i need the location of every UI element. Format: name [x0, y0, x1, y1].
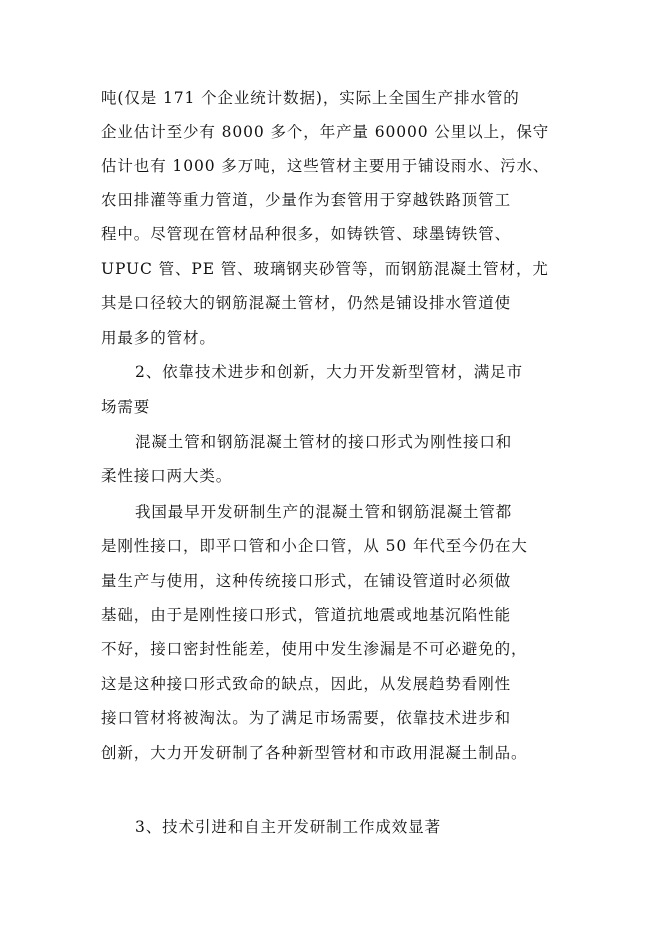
paragraph-3-line-5: 不好，接口密封性能差，使用中发生渗漏是不可必避免的， — [101, 640, 528, 658]
section-3-heading: 3、技术引进和自主开发研制工作成效显著 — [135, 818, 441, 836]
paragraph-1-line-3: 估计也有 1000 多万吨，这些管材主要用于铺设雨水、污水、 — [101, 157, 550, 175]
paragraph-1-line-7: 其是口径较大的钢筋混凝土管材，仍然是铺设排水管道使 — [101, 294, 512, 312]
paragraph-3-line-4: 基础，由于是刚性接口形式，管道抗地震或地基沉陷性能 — [101, 606, 512, 624]
section-2-heading-line-2: 场需要 — [101, 398, 151, 416]
paragraph-2-line-1: 混凝土管和钢筋混凝土管材的接口形式为刚性接口和 — [135, 433, 513, 451]
section-2-heading-line-1: 2、依靠技术进步和创新，大力开发新型管材，满足市 — [135, 363, 523, 381]
paragraph-1-line-4: 农田排灌等重力管道，少量作为套管用于穿越铁路顶管工 — [101, 191, 512, 209]
paragraph-1-line-5: 程中。尽管现在管材品种很多，如铸铁管、球墨铸铁管、 — [101, 225, 512, 243]
paragraph-3-line-7: 接口管材将被淘汰。为了满足市场需要，依靠技术进步和 — [101, 709, 512, 727]
paragraph-2-line-2: 柔性接口两大类。 — [101, 467, 233, 485]
paragraph-3-line-1: 我国最早开发研制生产的混凝土管和钢筋混凝土管都 — [135, 503, 513, 521]
paragraph-1-line-8: 用最多的管材。 — [101, 329, 216, 347]
paragraph-1-line-2: 企业估计至少有 8000 多个，年产量 60000 公里以上，保守 — [101, 123, 550, 141]
paragraph-3-line-2: 是刚性接口，即平口管和小企口管，从 50 年代至今仍在大 — [101, 537, 528, 555]
paragraph-3-line-8: 创新，大力开发研制了各种新型管材和市政用混凝土制品。 — [101, 744, 528, 762]
paragraph-1-line-1: 吨(仅是 171 个企业统计数据)，实际上全国生产排水管的 — [101, 89, 520, 107]
paragraph-3-line-6: 这是这种接口形式致命的缺点，因此，从发展趋势看刚性 — [101, 675, 512, 693]
paragraph-3-line-3: 量生产与使用，这种传统接口形式，在铺设管道时必须做 — [101, 572, 512, 590]
paragraph-1-line-6: UPUC 管、PE 管、玻璃钢夹砂管等，而钢筋混凝土管材，尤 — [101, 260, 549, 278]
